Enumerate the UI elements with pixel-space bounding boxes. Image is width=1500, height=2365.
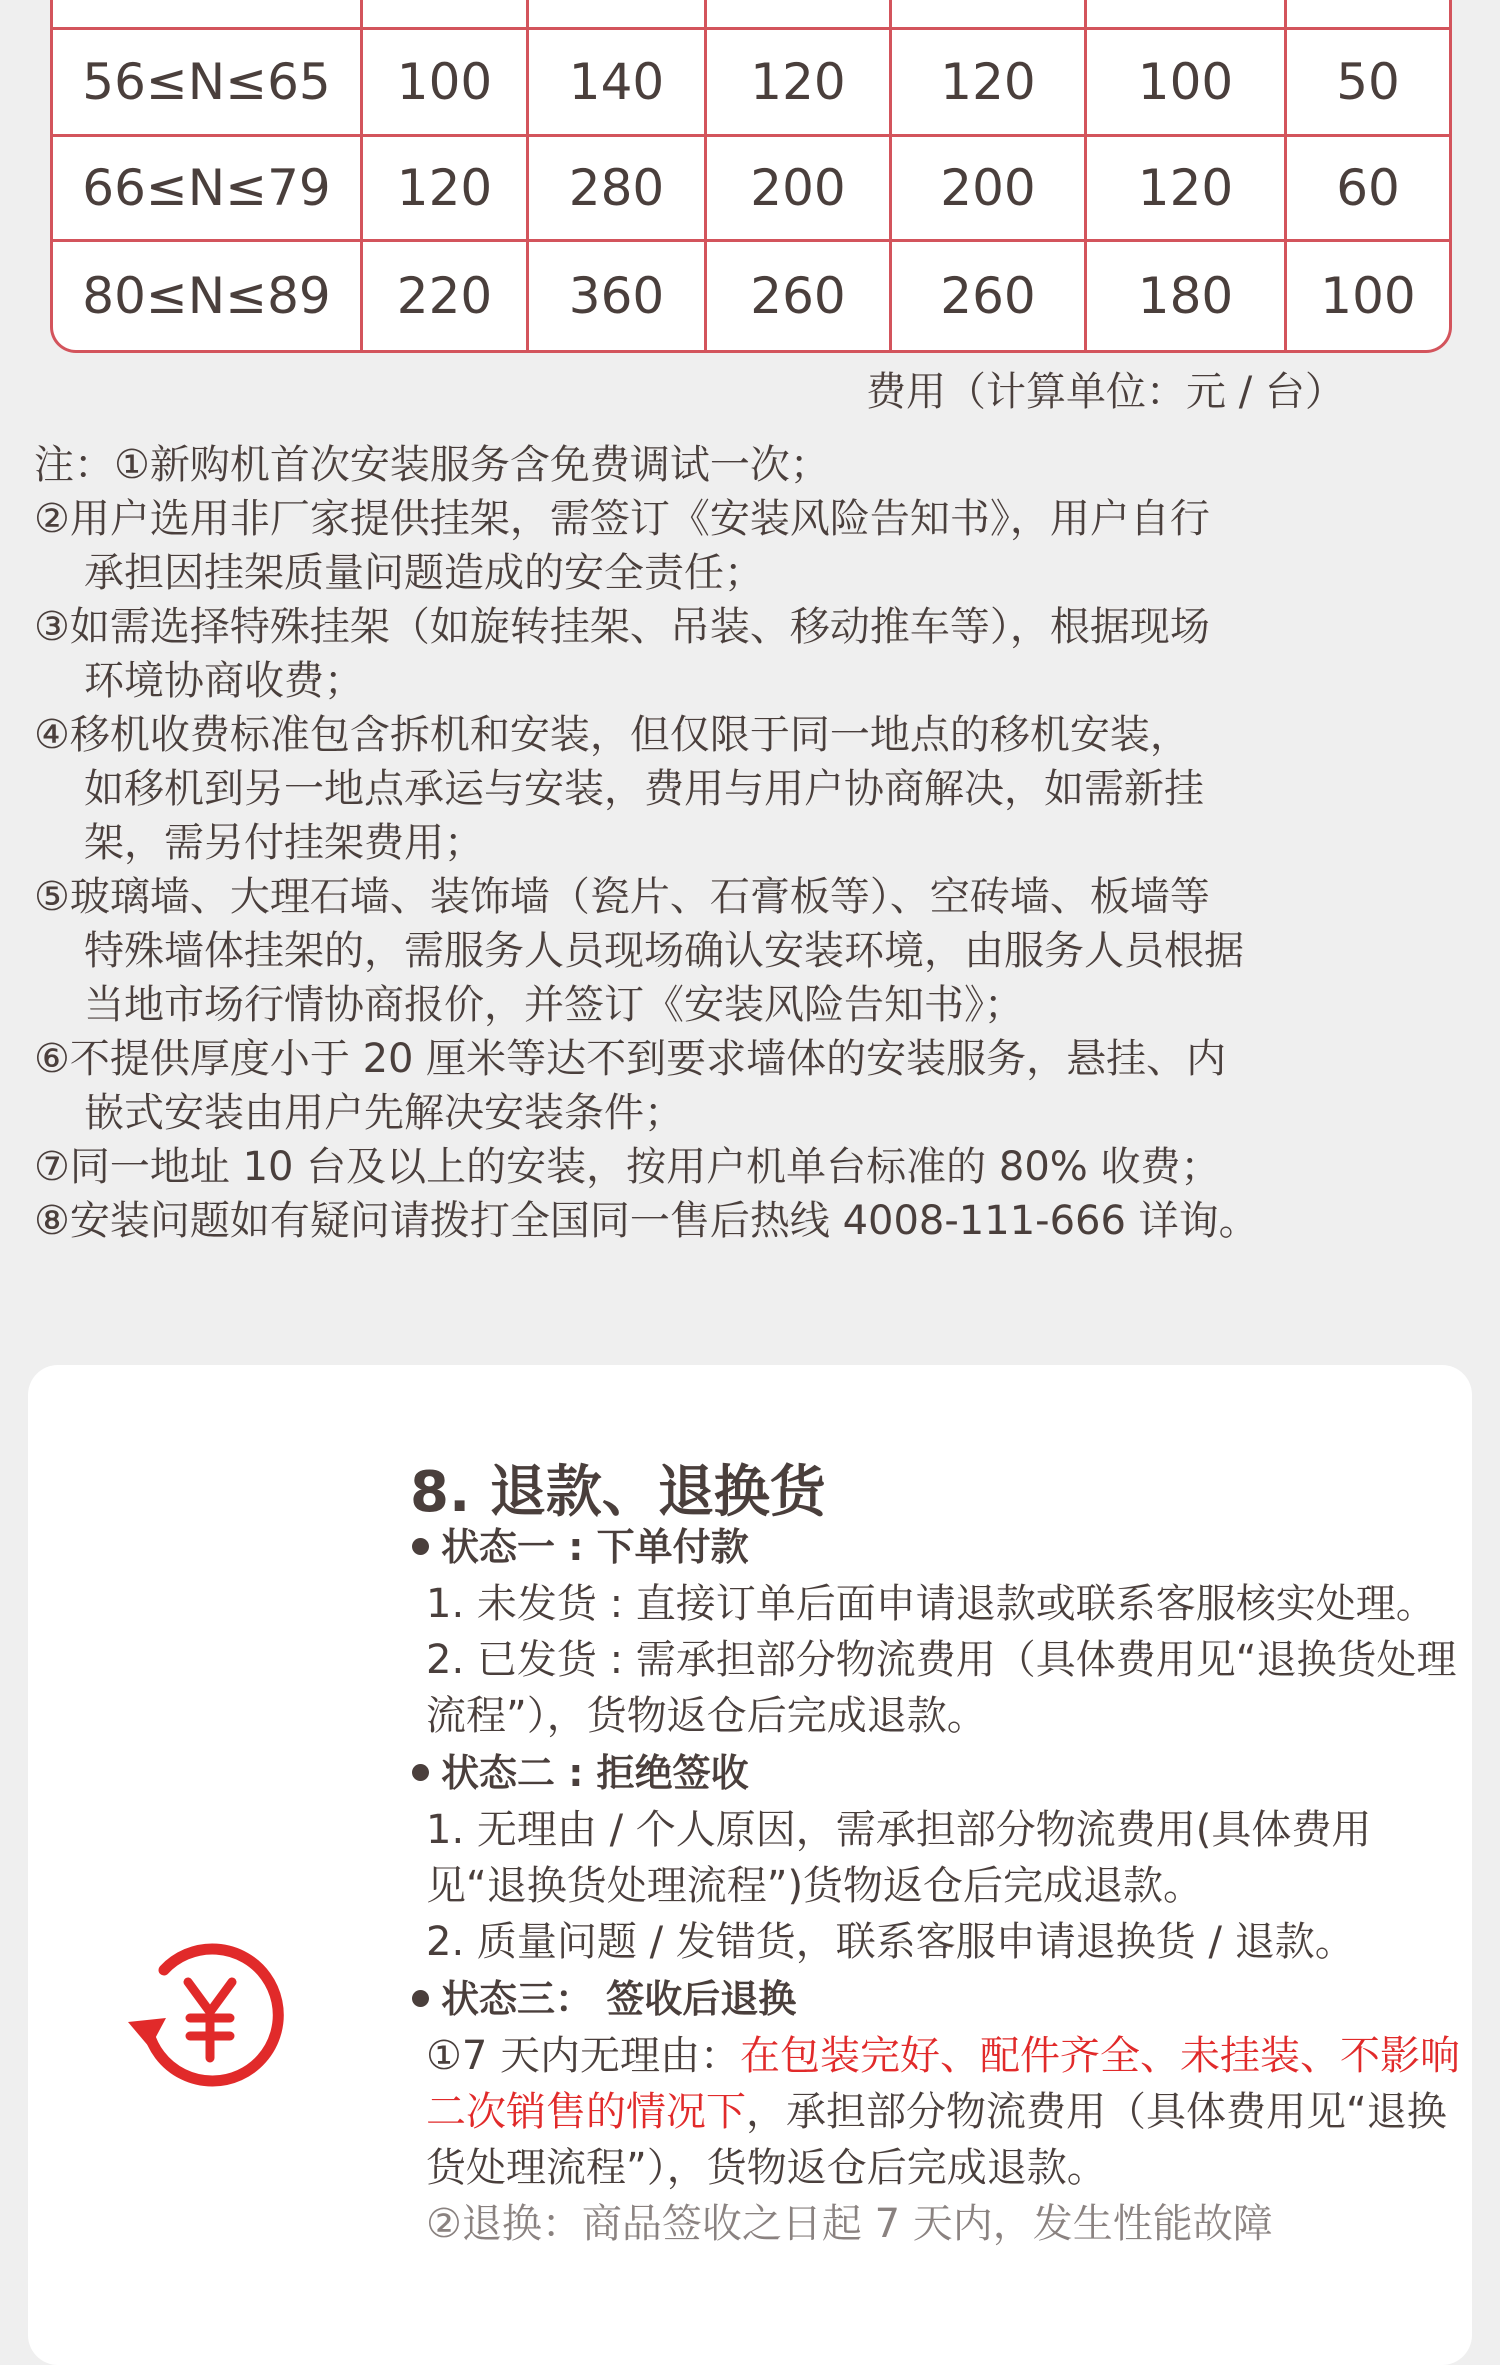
note-5-cont: 当地市场行情协商报价，并签订《安装风险告知书》； [84, 982, 1024, 1028]
table-cell: 100 [1084, 30, 1284, 134]
table-cell: 180 [1084, 242, 1284, 350]
table-cell: 60 [1284, 137, 1449, 239]
note-2: ②用户选用非厂家提供挂架，需签订《安装风险告知书》，用户自行 [34, 496, 1210, 542]
status-heading: 状态二 : 拒绝签收 [412, 1744, 1472, 1802]
note-4: ④移机收费标准包含拆机和安装，但仅限于同一地点的移机安装， [34, 712, 1190, 758]
note-4-cont: 如移机到另一地点承运与安装，费用与用户协商解决，如需新挂 [84, 766, 1204, 812]
status-items [412, 1802, 1472, 1970]
status-item-partial: ②退换：商品签收之日起 7 天内，发生性能故障 [426, 2201, 1273, 2247]
table-cell: 280 [526, 137, 704, 239]
status-items [412, 2028, 1472, 2252]
section-title: 8. 退款、退换货 [410, 1460, 826, 1525]
refund-policy [412, 1518, 1472, 2252]
note-2-cont: 承担因挂架质量问题造成的安全责任； [84, 550, 764, 596]
table-row [53, 134, 1449, 239]
table-row-partial [53, 0, 1449, 27]
status-heading: 状态一 : 下单付款 [412, 1518, 1472, 1576]
table-cell: 56≤N≤65 [82, 53, 331, 111]
table-cell: 66≤N≤79 [82, 159, 331, 217]
table-cell: 120 [704, 30, 889, 134]
table-cell: 260 [889, 242, 1084, 350]
fee-unit-note: 费用（计算单位：元 / 台） [866, 369, 1345, 415]
installation-notes [34, 438, 1494, 1248]
note-6-cont: 嵌式安装由用户先解决安装条件； [84, 1090, 684, 1136]
table-cell: 100 [360, 30, 526, 134]
table-row [53, 239, 1449, 350]
table-cell: 80≤N≤89 [82, 267, 331, 325]
note-1: 注：①新购机首次安装服务含免费调试一次； [34, 442, 830, 488]
status-items [412, 1576, 1472, 1744]
table-cell: 140 [526, 30, 704, 134]
bullet-icon [412, 1990, 429, 2007]
note-7: ⑦同一地址 10 台及以上的安装，按用户机单台标准的 80% 收费； [34, 1144, 1221, 1190]
table-cell: 120 [889, 30, 1084, 134]
note-3-cont: 环境协商收费； [84, 658, 364, 704]
status-item: 1. 无理由 / 个人原因，需承担部分物流费用(具体费用见“退换货处理流程”)货物返仓后完成退款。 [426, 1807, 1372, 1909]
table-row [53, 27, 1449, 134]
bullet-icon [412, 1764, 429, 1781]
table-cell: 120 [1084, 137, 1284, 239]
refund-yen-icon [120, 1930, 300, 2110]
note-5: ⑤玻璃墙、大理石墙、装饰墙（瓷片、石膏板等）、空砖墙、板墙等 [34, 874, 1210, 920]
status-item: ①7 天内无理由：在包装完好、配件齐全、未挂装、不影响二次销售的情况下，承担部分物流费用（具体费用见“退换货处理流程”），货物返仓后完成退款。 [426, 2033, 1461, 2191]
status-item: 1. 未发货 : 直接订单后面申请退款或联系客服核实处理。 [426, 1581, 1436, 1627]
bullet-icon [412, 1538, 429, 1555]
status-item: 2. 已发货 : 需承担部分物流费用（具体费用见“退换货处理流程”），货物返仓后完成退款。 [426, 1637, 1457, 1739]
status-heading: 状态三： 签收后退换 [412, 1970, 1472, 2028]
table-cell: 50 [1284, 30, 1449, 134]
table-cell: 100 [1284, 242, 1449, 350]
status-item: 2. 质量问题 / 发错货，联系客服申请退换货 / 退款。 [426, 1919, 1355, 1965]
highlight-text: 在包装完好、配件齐全、未挂装、不影响二次销售的情况下 [426, 2033, 1461, 2135]
note-5-cont: 特殊墙体挂架的，需服务人员现场确认安装环境，由服务人员根据 [84, 928, 1244, 974]
note-8: ⑧安装问题如有疑问请拨打全国同一售后热线 4008-111-666 详询。 [34, 1198, 1259, 1244]
table-cell: 200 [889, 137, 1084, 239]
table-cell: 220 [360, 242, 526, 350]
table-cell: 120 [360, 137, 526, 239]
fee-table [50, 0, 1452, 353]
table-cell: 200 [704, 137, 889, 239]
note-6: ⑥不提供厚度小于 20 厘米等达不到要求墙体的安装服务，悬挂、内 [34, 1036, 1227, 1082]
note-4-cont: 架，需另付挂架费用； [84, 820, 484, 866]
note-3: ③如需选择特殊挂架（如旋转挂架、吊装、移动推车等），根据现场 [34, 604, 1210, 650]
table-cell: 360 [526, 242, 704, 350]
table-cell: 260 [704, 242, 889, 350]
